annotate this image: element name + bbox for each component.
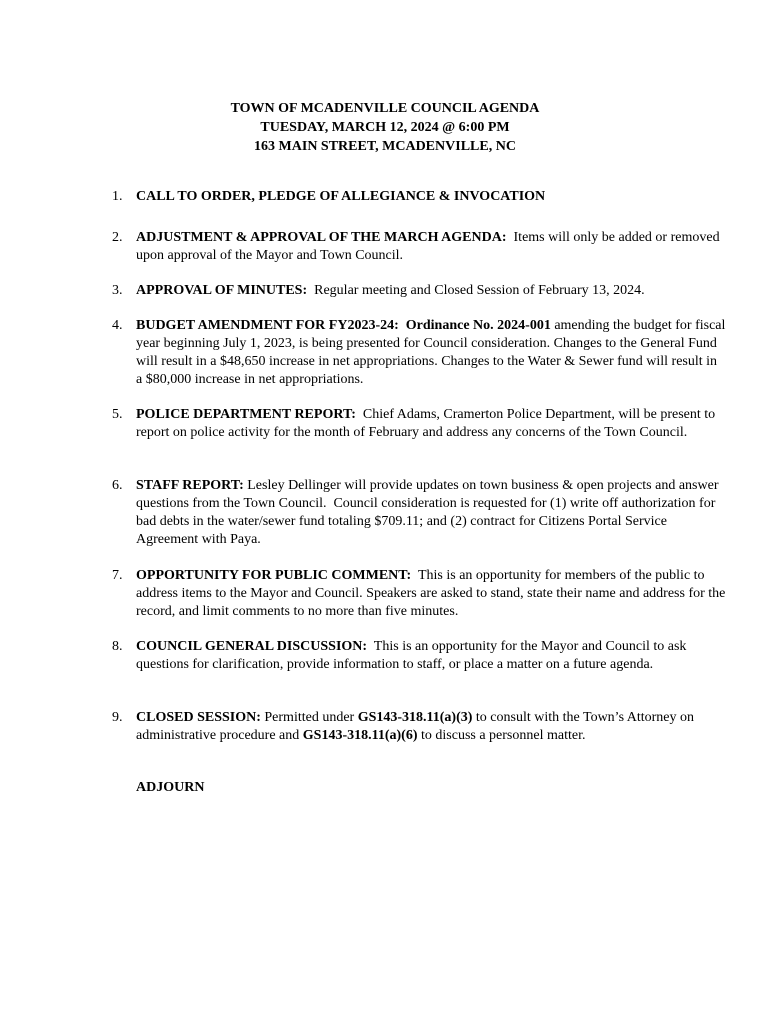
- agenda-item-heading: BUDGET AMENDMENT FOR FY2023-24: Ordinance No. 2024-001: [136, 318, 551, 333]
- agenda-item-heading: POLICE DEPARTMENT REPORT:: [136, 407, 356, 422]
- agenda-item-detail: Permitted under: [260, 710, 358, 725]
- agenda-item-number: 4.: [112, 318, 123, 333]
- agenda-item: [112, 709, 726, 745]
- agenda-item-text: [136, 638, 726, 674]
- agenda-item-heading: ADJUSTMENT & APPROVAL OF THE MARCH AGENDA:: [136, 230, 507, 245]
- agenda-item-heading: STAFF REPORT:: [136, 478, 244, 493]
- agenda-item: [112, 282, 726, 300]
- agenda-item: [112, 638, 726, 674]
- adjourn-label: ADJOURN: [136, 780, 205, 795]
- agenda-item-detail: This is an opportunity for the Mayor and Council to ask questions for clarification, provide information to staff, or place a matter on a future agenda.: [136, 639, 690, 672]
- header-title: TOWN OF MCADENVILLE COUNCIL AGENDA: [230, 101, 540, 116]
- agenda-item: [112, 317, 729, 389]
- agenda-item-text: [136, 406, 726, 442]
- agenda-item-heading: GS143-318.11(a)(3): [357, 710, 473, 725]
- agenda-item: [112, 567, 729, 621]
- agenda-item: [112, 406, 726, 442]
- agenda-item-detail: This is an opportunity for members of the public to address items to the Mayor and Council. Speakers are asked to stand, state their name and address for the record, and limit comments to no more than five minutes.: [136, 568, 729, 619]
- agenda-item-heading: GS143-318.11(a)(6): [302, 728, 418, 743]
- agenda-item-number: 7.: [112, 568, 123, 583]
- agenda-item: [112, 188, 726, 206]
- agenda-item-heading: CLOSED SESSION:: [136, 710, 261, 725]
- agenda-item-detail: Items will only be added or removed upon approval of the Mayor and Town Council.: [136, 230, 724, 263]
- agenda-header: [0, 99, 770, 156]
- agenda-item-number: 6.: [112, 478, 123, 493]
- header-address: 163 MAIN STREET, MCADENVILLE, NC: [254, 139, 516, 154]
- agenda-item-number: 2.: [112, 230, 123, 245]
- agenda-item: [112, 477, 726, 549]
- agenda-item-text: [136, 317, 729, 389]
- agenda-item-number: 8.: [112, 639, 123, 654]
- agenda-item-detail: Lesley Dellinger will provide updates on town business & open projects and answer questions from the Town Council. Council consideration is requested for (1) write off authorization for bad debts in the water/sewer fund totaling $709.11; and (2) contract for Citizens Portal Service Agreement with Paya.: [136, 478, 722, 547]
- agenda-item-detail: amending the budget for fiscal year beginning July 1, 2023, is being presented for Council consideration. Changes to the General Fund will result in a $48,650 increase in net appropriations. Changes to the Water & Sewer fund will result in a $80,000 increase in net appropriations.: [136, 318, 729, 387]
- agenda-item-number: 1.: [112, 189, 123, 204]
- agenda-item-text: [136, 282, 726, 300]
- agenda-item-detail: Chief Adams, Cramerton Police Department, will be present to report on police activity for the month of February and address any concerns of the Town Council.: [136, 407, 719, 440]
- agenda-item-detail: to discuss a personnel matter.: [417, 728, 586, 743]
- agenda-item-text: [136, 229, 726, 265]
- agenda-item: [112, 229, 726, 265]
- agenda-item-detail: to consult with the Town’s Attorney on administrative procedure and: [136, 710, 698, 743]
- agenda-item-number: 5.: [112, 407, 123, 422]
- agenda-item-heading: CALL TO ORDER, PLEDGE OF ALLEGIANCE & INVOCATION: [136, 189, 546, 204]
- agenda-item-heading: APPROVAL OF MINUTES:: [136, 283, 308, 298]
- agenda-item-heading: COUNCIL GENERAL DISCUSSION:: [136, 639, 368, 654]
- agenda-item-number: 3.: [112, 283, 123, 298]
- agenda-item-heading: OPPORTUNITY FOR PUBLIC COMMENT:: [136, 568, 412, 583]
- agenda-item-text: [136, 188, 726, 206]
- agenda-item-number: 9.: [112, 710, 123, 725]
- agenda-item-text: [136, 567, 729, 621]
- agenda-item-detail: Regular meeting and Closed Session of February 13, 2024.: [307, 283, 645, 298]
- agenda-item-text: [136, 709, 726, 745]
- header-date: TUESDAY, MARCH 12, 2024 @ 6:00 PM: [260, 120, 510, 135]
- agenda-item-text: [136, 477, 726, 549]
